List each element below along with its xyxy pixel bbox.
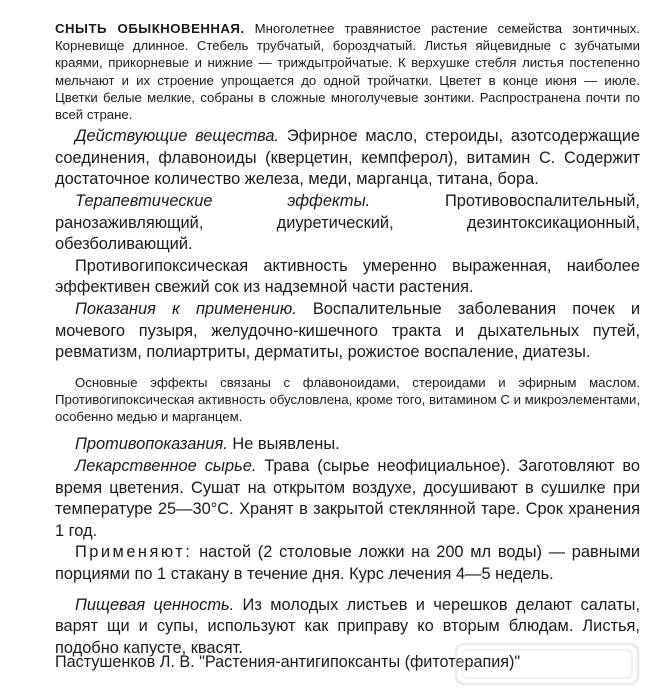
active-substances-heading: Действующие вещества. [75, 127, 280, 146]
plant-description: Многолетнее травянистое растение семейства зонтичных. Корневище длинное. Стебель трубчатый, бороздчатый. Листья яйцевидные с зубчатыми краями, прикорневые и нижние — триждытройчатые. К верхушке стебля листья постепенно мельчают и их строение упрощается до одной тройчатки. Цветет в конце июня — июле. Цветки белые мелкие, собраны в сложные многолучевые зонтики. Распространена почти по всей стране. [55, 21, 640, 123]
contraindications-text: Не выявлены. [232, 435, 340, 454]
antihypoxic-paragraph: Противогипоксическая активность умеренно выраженная, наиболее эффективен свежий сок из надземной части растения. [55, 256, 640, 297]
raw-material-text: Трава (сырье неофициальное). Заготовляют во время цветения. Сушат на открытом воздухе, досушивают в сушилке при температуре 25—30°С. Хранят в закрытой стеклянной таре. Срок хранения 1 год. [55, 456, 640, 540]
contraindications-paragraph [55, 434, 640, 456]
source-author: Пастушенков Л. В. [55, 653, 195, 671]
usage-text: настой (2 столовые ложки на 200 мл воды) — равными порциями по 1 стакану в течение дня. Курс лечения 4—5 недель. [55, 543, 640, 583]
effects-paragraph [55, 191, 640, 256]
watermark-stamp [452, 638, 642, 688]
article-page [55, 20, 640, 659]
indications-text: Воспалительные заболевания почек и мочевого пузыря, желудочно-кишечного тракта и дыхательных путей, ревматизм, полиартриты, дерматиты, рожистое воспаление, диатезы. [55, 299, 640, 362]
active-substances-paragraph [55, 126, 640, 191]
raw-material-heading: Лекарственное сырье. [75, 456, 257, 475]
intro-paragraph [55, 20, 640, 123]
source-book-title: "Растения-антигипоксанты (фитотерапия)" [199, 653, 521, 671]
active-substances-text: Эфирное масло, стероиды, азотсодержащие соединения, флавоноиды (кверцетин, кемпферол), витамин С. Содержит достаточное количество железа, меди, марганца, титана, бора. [55, 127, 640, 189]
effects-heading: Терапевтические эффекты. [75, 192, 371, 210]
indications-heading: Показания к применению. [75, 299, 297, 318]
note-paragraph: Основные эффекты связаны с флавоноидами, стероидами и эфирным маслом. Противогипоксическая активность обусловлена, кроме того, витамином С и микроэлементами, особенно медью и марганцем. [55, 374, 640, 425]
usage-heading: Применяют: [75, 543, 193, 562]
contraindications-heading: Противопоказания. [75, 435, 228, 454]
food-value-heading: Пищевая ценность. [75, 595, 235, 614]
article-title: СНЫТЬ ОБЫКНОВЕННАЯ. [55, 21, 245, 36]
indications-paragraph [55, 299, 640, 364]
raw-material-paragraph [55, 456, 640, 542]
food-value-text: Из молодых листьев и черешков делают салаты, варят щи и супы, используют как приправу ко вторым блюдам. Листья, подобно капусте, квасят. [55, 595, 641, 657]
effects-text: Противовоспалительный, ранозаживляющий, диуретический, дезинтоксикационный, обезболивающий. [55, 192, 640, 254]
usage-paragraph [55, 542, 640, 585]
